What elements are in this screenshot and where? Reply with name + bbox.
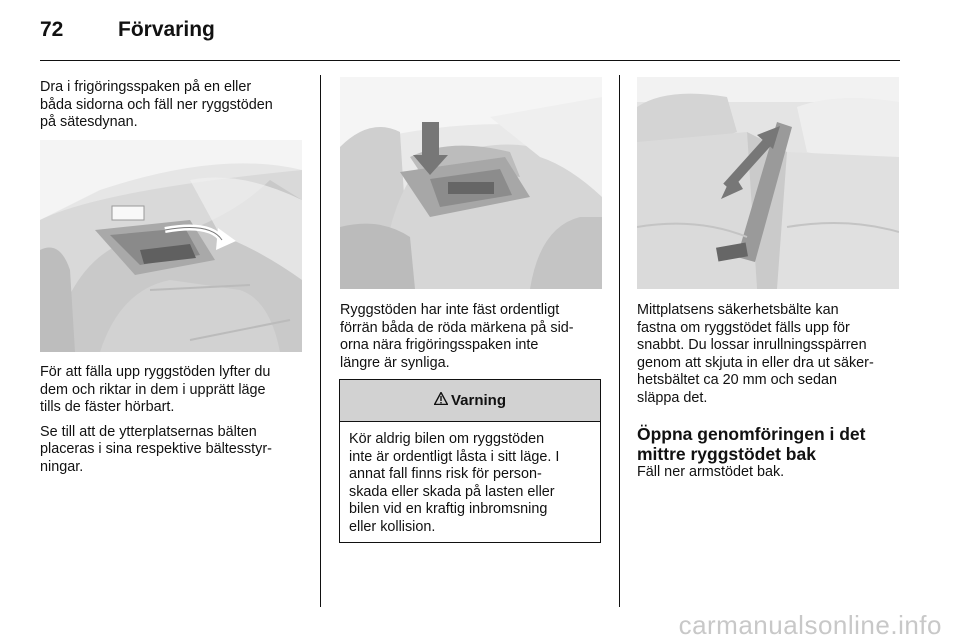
heading-line: Öppna genomföringen i det [637, 423, 866, 444]
warning-title: Varning [450, 392, 506, 409]
text-line: längre är synliga. [340, 354, 450, 371]
text-line: genom att skjuta in eller dra ut säker- [637, 354, 874, 371]
text-line: Se till att de ytterplatsernas bälten [40, 423, 257, 440]
text-line: Dra i frigöringsspaken på en eller [40, 79, 252, 95]
warning-body [340, 422, 600, 537]
section-heading [637, 424, 900, 464]
page-title: Förvaring [118, 18, 215, 41]
center-seatbelt-illustration [637, 77, 899, 289]
warning-header [340, 380, 600, 422]
text-line: eller kollision. [349, 518, 436, 535]
text-line: För att fälla upp ryggstöden lyfter du [40, 364, 271, 380]
page-number: 72 [40, 18, 64, 41]
text-line: placeras i sina respektive bältesstyr- [40, 441, 272, 458]
heading-line: mittre ryggstödet bak [637, 443, 816, 464]
text-line: bilen vid en kraftig inbromsning [349, 501, 548, 518]
text-line: dem och riktar in dem i upprätt läge [40, 381, 266, 398]
text-line: Fäll ner armstödet bak. [637, 463, 785, 480]
text-line: fastna om ryggstödet fälls upp för [637, 319, 850, 336]
text-line: släppa det. [637, 389, 708, 406]
col1-body [40, 364, 302, 484]
col2-body [340, 302, 602, 372]
text-line: inte är ordentligt låsta i sitt läge. I [349, 448, 560, 465]
col1-intro [40, 79, 302, 132]
text-line: skada eller skada på lasten eller [349, 483, 555, 500]
header-rule [40, 60, 900, 61]
text-line: tills de fäster hörbart. [40, 399, 175, 416]
text-line: annat fall finns risk för person- [349, 466, 542, 483]
text-line: båda sidorna och fäll ner ryggstöden [40, 96, 273, 113]
warning-triangle-icon [434, 392, 448, 410]
paragraph [40, 424, 302, 477]
watermark: carmanualsonline.info [678, 610, 942, 640]
text-line: snabbt. Du lossar inrullningsspärren [637, 337, 867, 354]
text-line: förrän båda de röda märkena på sid- [340, 319, 574, 336]
text-line: hetsbältet ca 20 mm och sedan [637, 372, 837, 389]
paragraph [40, 364, 302, 417]
seat-release-lever-illustration [40, 140, 302, 352]
text-line: Mittplatsens säkerhetsbälte kan [637, 302, 839, 318]
text-line: orna nära frigöringsspaken inte [340, 337, 539, 354]
seat-lever-push-down-illustration [340, 77, 602, 289]
text-line: ningar. [40, 458, 84, 475]
col3-body [637, 302, 900, 481]
text-line: på sätesdynan. [40, 114, 138, 131]
warning-box [339, 379, 601, 543]
text-line: Kör aldrig bilen om ryggstöden [349, 431, 545, 447]
column-divider-1 [320, 75, 321, 607]
column-divider-2 [619, 75, 620, 607]
text-line: Ryggstöden har inte fäst ordentligt [340, 302, 560, 318]
